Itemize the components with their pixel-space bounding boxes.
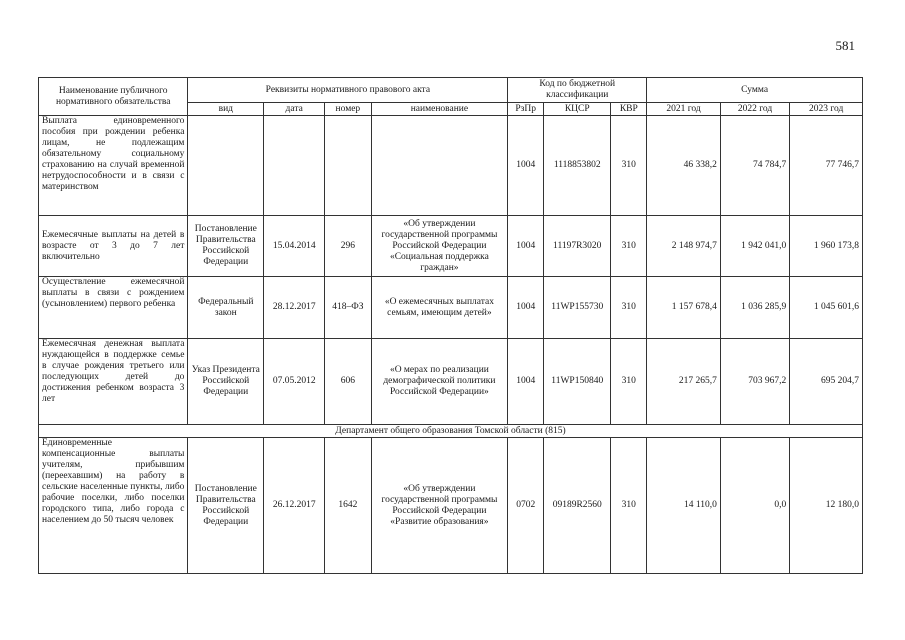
page-number: 581 (835, 38, 855, 53)
sum-2023: 12 180,0 (790, 438, 863, 574)
act-title: «Об утверждении государственной программы Российской Федерации «Развитие образования» (371, 438, 508, 574)
code-kvr: 310 (611, 339, 647, 425)
code-kcsr: 11197R3020 (544, 216, 611, 277)
table-row (39, 277, 863, 339)
sum-2021: 217 265,7 (647, 339, 721, 425)
sub-header-vid: вид (188, 103, 264, 116)
obligation-name: Выплата единовременного пособия при рождении ребенка лицам, не подлежащим обязательному социальному страхованию на случай временной нетрудоспособности и в связи с материнством (39, 116, 188, 216)
sum-2023: 695 204,7 (790, 339, 863, 425)
sub-header-rzpr: РзПр (508, 103, 544, 116)
act-title: «О мерах по реализации демографической политики Российской Федерации» (371, 339, 508, 425)
act-date: 15.04.2014 (264, 216, 325, 277)
sum-2023: 77 746,7 (790, 116, 863, 216)
sub-header-2021: 2021 год (647, 103, 721, 116)
act-type: Федеральный закон (188, 277, 264, 339)
col-requisites-header: Реквизиты нормативного правового акта (188, 78, 508, 103)
table-row (39, 438, 863, 574)
code-kcsr: 11WP150840 (544, 339, 611, 425)
sum-2022: 1 942 041,0 (720, 216, 789, 277)
act-date: 28.12.2017 (264, 277, 325, 339)
act-title: «Об утверждении государственной программы Российской Федерации «Социальная поддержка граждан» (371, 216, 508, 277)
obligation-name: Осуществление ежемесячной выплаты в связи с рождением (усыновлением) первого ребенка (39, 277, 188, 339)
code-rzpr: 1004 (508, 339, 544, 425)
sum-2023: 1 960 173,8 (790, 216, 863, 277)
table-row (39, 116, 863, 216)
sum-2022: 703 967,2 (720, 339, 789, 425)
code-rzpr: 1004 (508, 216, 544, 277)
sum-2022: 1 036 285,9 (720, 277, 789, 339)
table-row (39, 216, 863, 277)
obligation-name: Ежемесячная денежная выплата нуждающейся в поддержке семье в случае рождения третьего или последующих детей до достижения ребенком возраста 3 лет (39, 339, 188, 425)
sub-header-title: наименование (371, 103, 508, 116)
sum-2021: 1 157 678,4 (647, 277, 721, 339)
col-code-header: Код по бюджетной классификации (508, 78, 647, 103)
sum-2023: 1 045 601,6 (790, 277, 863, 339)
act-number: 418–ФЗ (325, 277, 371, 339)
code-rzpr: 1004 (508, 277, 544, 339)
code-kcsr: 1118853802 (544, 116, 611, 216)
sub-header-2022: 2022 год (720, 103, 789, 116)
code-kcsr: 09189R2560 (544, 438, 611, 574)
act-date: 07.05.2012 (264, 339, 325, 425)
col-sum-header: Сумма (647, 78, 863, 103)
header-row-1 (39, 78, 863, 103)
obligation-name: Единовременные компенсационные выплаты учителям, прибывшим (переехавшим) на работу в сельские населенные пункты, либо рабочие поселки, либо поселки городского типа, либо города с населением до 50 тысяч человек (39, 438, 188, 574)
act-date: 26.12.2017 (264, 438, 325, 574)
sum-2022: 74 784,7 (720, 116, 789, 216)
act-number: 1642 (325, 438, 371, 574)
act-date (264, 116, 325, 216)
table-row (39, 339, 863, 425)
obligation-name: Ежемесячные выплаты на детей в возрасте от 3 до 7 лет включительно (39, 216, 188, 277)
code-kvr: 310 (611, 438, 647, 574)
sum-2021: 2 148 974,7 (647, 216, 721, 277)
code-kvr: 310 (611, 216, 647, 277)
sub-header-kvr: КВР (611, 103, 647, 116)
act-type: Постановление Правительства Российской Федерации (188, 438, 264, 574)
sum-2021: 14 110,0 (647, 438, 721, 574)
act-title: «О ежемесячных выплатах семьям, имеющим детей» (371, 277, 508, 339)
code-rzpr: 1004 (508, 116, 544, 216)
code-rzpr: 0702 (508, 438, 544, 574)
sum-2022: 0,0 (720, 438, 789, 574)
sub-header-kcsr: КЦСР (544, 103, 611, 116)
sub-header-2023: 2023 год (790, 103, 863, 116)
act-number: 606 (325, 339, 371, 425)
code-kvr: 310 (611, 116, 647, 216)
act-number: 296 (325, 216, 371, 277)
col-name-header: Наименование публичного нормативного обязательства (39, 78, 188, 116)
sum-2021: 46 338,2 (647, 116, 721, 216)
sub-header-date: дата (264, 103, 325, 116)
act-title (371, 116, 508, 216)
act-type: Постановление Правительства Российской Федерации (188, 216, 264, 277)
act-type (188, 116, 264, 216)
code-kcsr: 11WP155730 (544, 277, 611, 339)
sub-header-number: номер (325, 103, 371, 116)
department-title: Департамент общего образования Томской области (815) (39, 425, 863, 438)
obligations-table (38, 77, 863, 574)
department-row (39, 425, 863, 438)
act-type: Указ Президента Российской Федерации (188, 339, 264, 425)
code-kvr: 310 (611, 277, 647, 339)
act-number (325, 116, 371, 216)
